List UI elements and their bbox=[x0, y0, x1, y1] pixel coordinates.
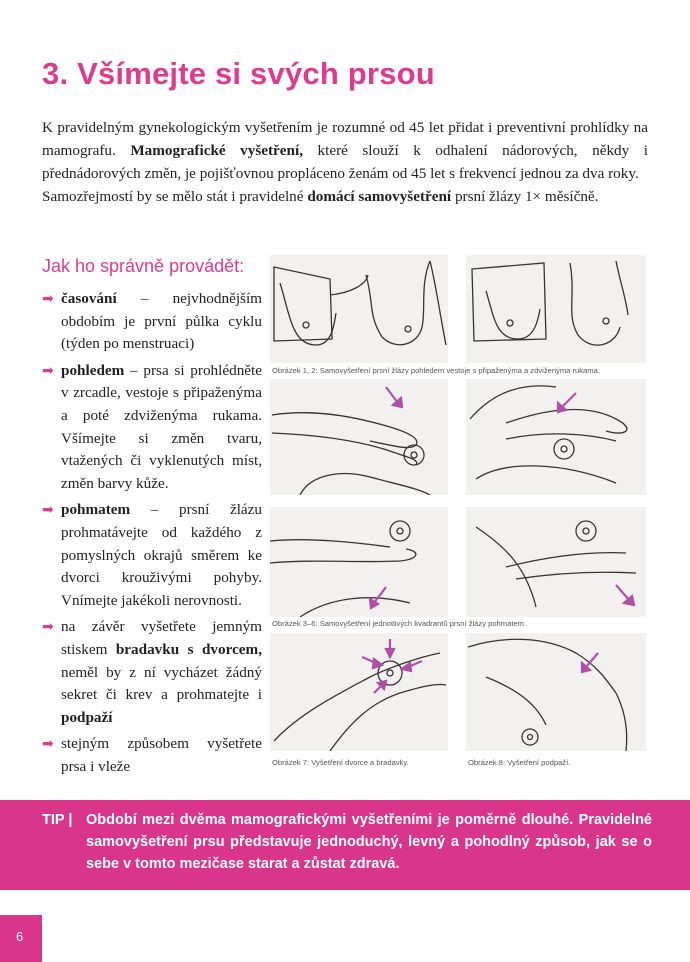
caption-figures-3-6: Obrázek 3–6: Samovyšetření jednotlivých kvadrantů prsní žlázy pohmatem. bbox=[272, 619, 527, 628]
tip-text: Období mezi dvěma mamografickými vyšetřeními je poměrně dlouhé. Pravidelné samovyšetření prsu představuje jednoduchý, levný a pohodlný způsob, jak se o sebe v tomto mezičase starat a zůstat zdravá. bbox=[86, 812, 652, 872]
steps-list bbox=[42, 288, 262, 782]
list-item: ➡ na závěr vyšetřete jemným stiskem bradavku s dvorcem, neměl by z ní vycházet žádný sekret či krev a prohmatejte i podpaží bbox=[42, 618, 262, 726]
tip-label: TIP | bbox=[42, 812, 73, 828]
figure-4-panel bbox=[466, 379, 646, 495]
list-item: ➡ pohledem – prsa si prohlédněte v zrcadle, vestoje s připaženýma a poté zdviženýma rukama. Všímejte si změn tvaru, vtažených či vyklenutých míst, změn barvy kůže. bbox=[42, 361, 262, 492]
intro-paragraph-1: K pravidelným gynekologickým vyšetřením je rozumné od 45 let přidat i preventivní prohlídky na mamografu. Mamografické vyšetření, které slouží k odhalení nádorových, někdy i přednádorových změn, je pojišťovnou propláceno ženám od 45 let s frekvencí jednou za dva roky. bbox=[42, 119, 648, 182]
caption-figures-1-2: Obrázek 1, 2: Samovyšetření prsní žlázy pohledem vestoje s připaženýma a zdviženýma rukama. bbox=[272, 366, 600, 375]
figure-8-panel bbox=[466, 633, 646, 751]
figure-7-panel bbox=[270, 633, 448, 751]
figure-4-drawing bbox=[466, 379, 646, 495]
intro-paragraph-2: Samozřejmostí by se mělo stát i pravidelné domácí samovyšetření prsní žlázy 1× měsíčně. bbox=[42, 188, 599, 205]
list-item: ➡ pohmatem – prsní žlázu prohmatávejte od každého z pomyslných okrajů směrem ke dvorci krouživými pohyby. Vnímejte jakékoli nerovnosti. bbox=[42, 501, 262, 609]
arrow-bullet-icon: ➡ bbox=[42, 291, 54, 307]
page-number-box bbox=[0, 915, 42, 962]
page-number: 6 bbox=[16, 929, 24, 944]
figure-6-drawing bbox=[466, 507, 646, 617]
intro-text bbox=[42, 116, 648, 208]
page-title: 3. Všímejte si svých prsou bbox=[42, 56, 435, 91]
caption-figure-7: Obrázek 7: Vyšetření dvorce a bradavky. bbox=[272, 758, 409, 767]
tip-banner bbox=[0, 800, 690, 890]
list-item: ➡ stejným způsobem vyšetřete prsa i vleže bbox=[42, 735, 262, 775]
figure-2-panel bbox=[466, 255, 646, 363]
figure-8-drawing bbox=[466, 633, 646, 751]
figure-5-drawing bbox=[270, 507, 448, 617]
figure-3-panel bbox=[270, 379, 448, 495]
list-item: ➡ časování – nejvhodnějším obdobím je první půlka cyklu (týden po menstruaci) bbox=[42, 290, 262, 353]
figure-7-drawing bbox=[270, 633, 448, 751]
mammography-term: Mamografické vyšetření, bbox=[130, 142, 303, 159]
arrow-bullet-icon: ➡ bbox=[42, 619, 54, 636]
self-exam-term: domácí samovyšetření bbox=[307, 188, 452, 205]
illustrations bbox=[270, 255, 646, 775]
arrow-bullet-icon: ➡ bbox=[42, 362, 54, 379]
how-subheading: Jak ho správně provádět: bbox=[42, 256, 245, 276]
figure-1-drawing bbox=[270, 255, 448, 363]
figure-3-drawing bbox=[270, 379, 448, 495]
figure-6-panel bbox=[466, 507, 646, 617]
arrow-bullet-icon: ➡ bbox=[42, 736, 54, 753]
figure-1-panel bbox=[270, 255, 448, 363]
caption-figure-8: Obrázek 8: Vyšetření podpaží. bbox=[468, 758, 571, 767]
figure-5-panel bbox=[270, 507, 448, 617]
figure-2-drawing bbox=[466, 255, 646, 363]
arrow-bullet-icon: ➡ bbox=[42, 502, 54, 519]
